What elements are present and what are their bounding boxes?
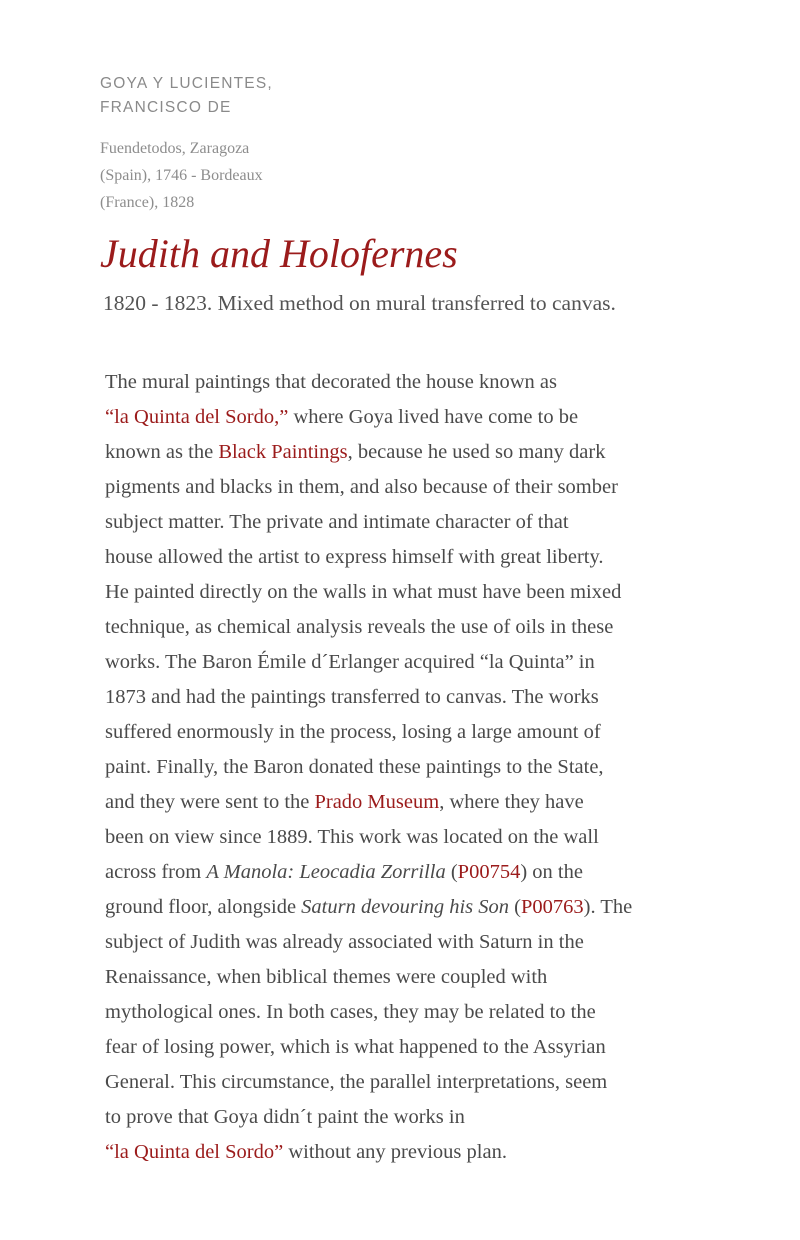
prado-museum-link[interactable]: Prado Museum	[314, 791, 440, 813]
description-line: and they were sent to the Prado Museum, where they have	[105, 791, 584, 813]
black-paintings-link[interactable]: Black Paintings	[218, 441, 348, 463]
description-line: “la Quinta del Sordo” without any previous plan.	[105, 1141, 507, 1163]
artwork-reference-title: A Manola: Leocadia Zorrilla	[206, 861, 446, 883]
artist-dates-line: (France), 1828	[100, 194, 195, 211]
artist-name	[100, 72, 400, 120]
artist-name-line: FRANCISCO DE	[100, 99, 232, 116]
description-line: house allowed the artist to express himself with great liberty.	[105, 546, 604, 568]
description-line: fear of losing power, which is what happened to the Assyrian	[105, 1036, 606, 1058]
description-line: “la Quinta del Sordo,” where Goya lived have come to be	[105, 406, 579, 428]
description-line: to prove that Goya didn´t paint the works in	[105, 1106, 465, 1128]
artist-dates-line: Fuendetodos, Zaragoza	[100, 140, 250, 157]
description-line: across from A Manola: Leocadia Zorrilla (P00754) on the	[105, 861, 583, 883]
description-line: General. This circumstance, the parallel interpretations, seem	[105, 1071, 608, 1093]
description-line: works. The Baron Émile d´Erlanger acquired “la Quinta” in	[105, 651, 595, 673]
artist-name-line: GOYA Y LUCIENTES,	[100, 75, 273, 92]
artwork-title: Judith and Holofernes	[100, 231, 458, 276]
p00754-link[interactable]: P00754	[457, 861, 521, 883]
artwork-reference-title: Saturn devouring his Son	[301, 896, 510, 918]
description-line: subject of Judith was already associated with Saturn in the	[105, 931, 584, 953]
description-line: He painted directly on the walls in what must have been mixed	[105, 581, 622, 603]
description-line: technique, as chemical analysis reveals the use of oils in these	[105, 616, 614, 638]
quinta-del-sordo-link[interactable]: “la Quinta del Sordo”	[105, 1141, 284, 1163]
quinta-del-sordo-link[interactable]: “la Quinta del Sordo,”	[105, 406, 289, 428]
description-line: Renaissance, when biblical themes were coupled with	[105, 966, 548, 988]
p00763-link[interactable]: P00763	[520, 896, 584, 918]
artwork-description	[105, 365, 745, 1170]
description-line: suffered enormously in the process, losing a large amount of	[105, 721, 601, 743]
artist-birth-death	[100, 135, 330, 216]
description-line: paint. Finally, the Baron donated these paintings to the State,	[105, 756, 604, 778]
artwork-date-technique: 1820 - 1823. Mixed method on mural transferred to canvas.	[103, 291, 616, 315]
description-line: known as the Black Paintings, because he used so many dark	[105, 441, 606, 463]
description-line: pigments and blacks in them, and also because of their somber	[105, 476, 618, 498]
description-line: ground floor, alongside Saturn devouring his Son (P00763). The	[105, 896, 633, 918]
description-line: been on view since 1889. This work was located on the wall	[105, 826, 599, 848]
description-line: 1873 and had the paintings transferred to canvas. The works	[105, 686, 599, 708]
description-line: The mural paintings that decorated the house known as	[105, 371, 558, 393]
artist-dates-line: (Spain), 1746 - Bordeaux	[100, 167, 263, 184]
description-line: mythological ones. In both cases, they may be related to the	[105, 1001, 596, 1023]
description-line: subject matter. The private and intimate character of that	[105, 511, 569, 533]
